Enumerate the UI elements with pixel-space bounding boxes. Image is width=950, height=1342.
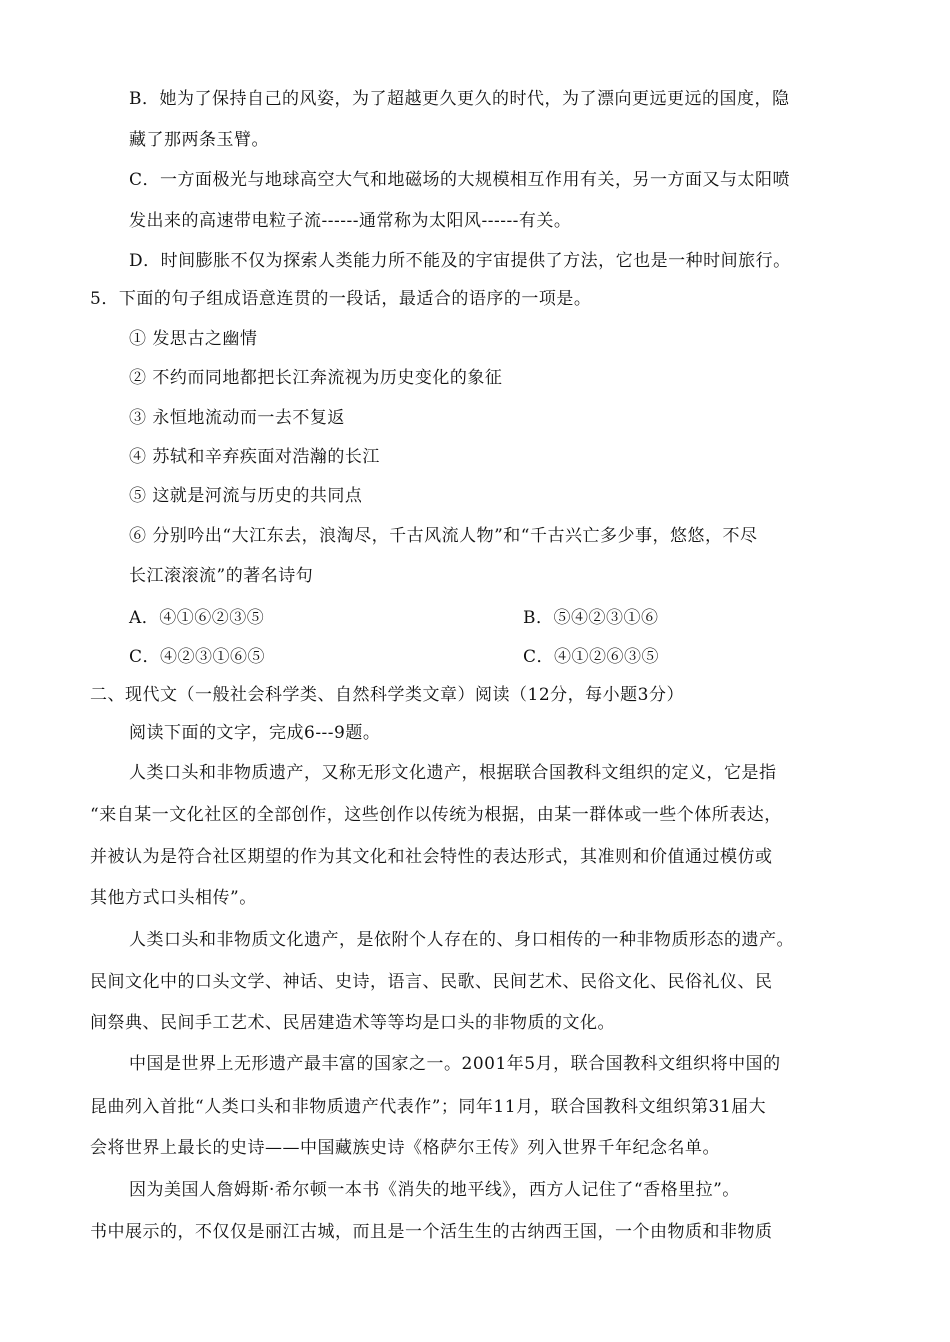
section-2-instruction: 阅读下面的文字，完成6---9题。 <box>129 723 381 743</box>
section-2-heading: 二、现代文（一般社会科学类、自然科学类文章）阅读（12分，每小题3分） <box>90 685 684 705</box>
q5-item-6-cont: 长江滚滚流”的著名诗句 <box>129 566 314 586</box>
q4-option-c-line1: C．一方面极光与地球高空大气和地磁场的大规模相互作用有关，另一方面又与太阳喷 <box>129 170 791 190</box>
passage-p2-line1: 人类口头和非物质文化遗产，是依附个人存在的、身口相传的一种非物质形态的遗产。 <box>129 930 794 950</box>
passage-p4-line2: 书中展示的，不仅仅是丽江古城，而且是一个活生生的古纳西王国，一个由物质和非物质 <box>90 1222 773 1242</box>
question-5-stem: 5．下面的句子组成语意连贯的一段话，最适合的语序的一项是。 <box>90 289 592 309</box>
passage-p2-line3: 间祭典、民间手工艺术、民居建造术等等均是口头的非物质的文化。 <box>90 1013 615 1033</box>
q4-option-b-line1: B．她为了保持自己的风姿，为了超越更久更久的时代，为了漂向更远更远的国度，隐 <box>129 89 790 109</box>
passage-p4-line1: 因为美国人詹姆斯·希尔顿一本书《消失的地平线》，西方人记住了“香格里拉”。 <box>129 1180 740 1200</box>
q5-item-2: ② 不约而同地都把长江奔流视为历史变化的象征 <box>129 368 503 388</box>
q5-item-6: ⑥ 分别吟出“大江东去，浪淘尽，千古风流人物”和“千古兴亡多少事，悠悠，不尽 <box>129 526 758 546</box>
passage-p3-line1: 中国是世界上无形遗产最丰富的国家之一。2001年5月，联合国教科文组织将中国的 <box>129 1054 781 1074</box>
passage-p2-line2: 民间文化中的口头文学、神话、史诗，语言、民歌、民间艺术、民俗文化、民俗礼仪、民 <box>90 972 773 992</box>
q4-option-b-line2: 藏了那两条玉臂。 <box>129 130 269 150</box>
q4-option-d-line1: D．时间膨胀不仅为探索人类能力所不能及的宇宙提供了方法，它也是一种时间旅行。 <box>129 251 791 271</box>
passage-p1-line2: “来自某一文化社区的全部创作，这些创作以传统为根据，由某一群体或一些个体所表达， <box>90 805 782 825</box>
q5-option-c: C．④②③①⑥⑤ <box>129 647 266 667</box>
q5-item-5: ⑤ 这就是河流与历史的共同点 <box>129 486 363 506</box>
q5-item-3: ③ 永恒地流动而一去不复返 <box>129 408 345 428</box>
q5-item-4: ④ 苏轼和辛弃疾面对浩瀚的长江 <box>129 447 380 467</box>
q4-option-c-line2: 发出来的高速带电粒子流------通常称为太阳风------有关。 <box>129 211 572 231</box>
passage-p1-line3: 并被认为是符合社区期望的作为其文化和社会特性的表达形式，其准则和价值通过模仿或 <box>90 847 773 867</box>
passage-p3-line2: 昆曲列入首批“人类口头和非物质遗产代表作”；同年11月，联合国教科文组织第31届大 <box>90 1097 767 1117</box>
passage-p1-line1: 人类口头和非物质遗产，又称无形文化遗产，根据联合国教科文组织的定义，它是指 <box>129 763 777 783</box>
q5-option-b: B．⑤④②③①⑥ <box>523 608 659 628</box>
q5-option-d: C．④①②⑥③⑤ <box>523 647 660 667</box>
passage-p3-line3: 会将世界上最长的史诗——中国藏族史诗《格萨尔王传》列入世界千年纪念名单。 <box>90 1138 720 1158</box>
q5-item-1: ① 发思古之幽情 <box>129 329 258 349</box>
q5-option-a: A．④①⑥②③⑤ <box>129 608 265 628</box>
passage-p1-line4: 其他方式口头相传”。 <box>90 888 257 908</box>
